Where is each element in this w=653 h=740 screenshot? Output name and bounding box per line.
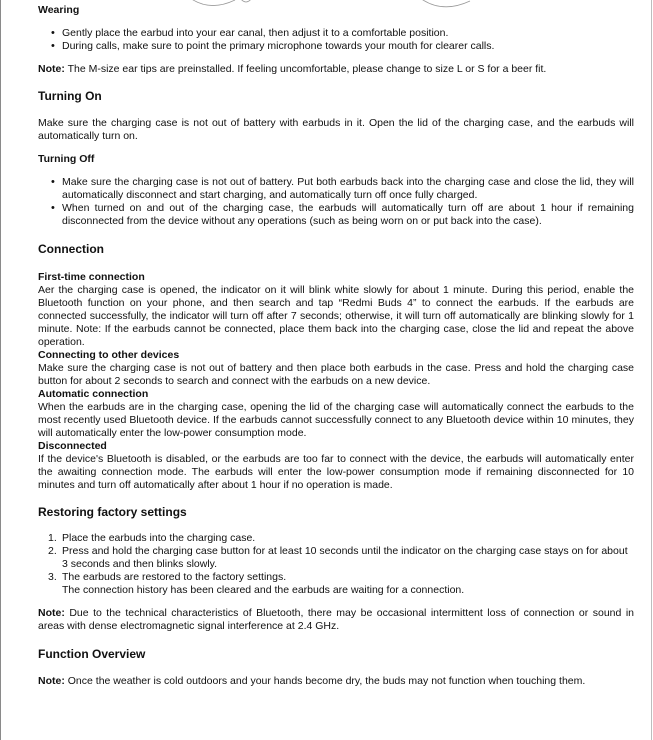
page-left-edge — [0, 0, 1, 740]
function-overview-note: Note: Once the weather is cold outdoors and your hands become dry, the buds may not function when touching them. — [38, 675, 586, 687]
restoring-heading: Restoring factory settings — [38, 505, 187, 519]
first-time-connection-text: Aer the charging case is opened, the indicator on it will blink white slowly for about 1 minute. During this period, enable the Bluetooth function on your phone, and then search and tap “Redmi Buds 4” to connect the earbuds. If the earbuds are connected successfully, the indicator will turn off after 7 seconds; otherwise, it will turn off automatically are blinking slowly for 1 minute. Note: If the earbuds cannot be connected, place them back into the charging case, close the lid and repeat the above operation. — [38, 284, 634, 348]
first-time-connection-heading: First-time connection — [38, 271, 145, 283]
list-item: • During calls, make sure to point the primary microphone towards your mouth for clearer calls. — [51, 40, 495, 52]
disconnected-text: If the device's Bluetooth is disabled, or the earbuds are too far to connect with the device, the earbuds will automatically enter the awaiting connection mode. The earbuds will enter the low-power consumption mode if remaining disconnected for 10 minutes and turn off automatically after about 1 hour if no operation is made. — [38, 453, 634, 491]
list-item: 3. The earbuds are restored to the factory settings. The connection history has been cleared and the earbuds are waiting for a connection. — [48, 571, 465, 596]
turning-on-text: Make sure the charging case is not out of battery with earbuds in it. Open the lid of the charging case, and the earbuds will automatically turn on. — [38, 117, 634, 142]
automatic-connection-heading: Automatic connection — [38, 388, 149, 400]
restoring-note: Note: Due to the technical characteristics of Bluetooth, there may be occasional intermittent loss of connection or sound in areas with dense electromagnetic signal interference at 2.4 GHz. — [38, 607, 634, 632]
restoring-steps — [38, 532, 634, 597]
turning-off-heading: Turning Off — [38, 153, 95, 165]
bullet-icon: • — [51, 202, 55, 214]
connection-heading: Connection — [38, 242, 104, 256]
automatic-connection-text: When the earbuds are in the charging case, opening the lid of the charging case will automatically connect the earbuds to the most recently used Bluetooth device. If the earbuds cannot successfully connect to any Bluetooth device within 10 minutes, they will automatically enter the low-power consumption mode. — [38, 401, 634, 439]
manual-page — [38, 4, 634, 688]
list-item: • When turned on and out of the charging case, the earbuds will automatically turn off are about 1 hour if remaining disconnected from the device without any operations (such as being worn on or put back into the case). — [51, 202, 634, 227]
wearing-note: Note: The M-size ear tips are preinstalled. If feeling uncomfortable, please change to size L or S for a beer fit. — [38, 63, 547, 75]
list-item: 1. Place the earbuds into the charging case. — [48, 532, 256, 544]
function-overview-heading: Function Overview — [38, 647, 146, 661]
bullet-icon: • — [51, 27, 55, 39]
list-item: • Make sure the charging case is not out of battery. Put both earbuds back into the charging case and close the lid, they will automatically disconnect and start charging, and automatically turn off once fully charged. — [51, 176, 634, 201]
turning-on-heading: Turning On — [38, 89, 102, 103]
connecting-other-devices-heading: Connecting to other devices — [38, 349, 180, 361]
page-right-edge — [651, 0, 652, 740]
list-item: • Gently place the earbud into your ear canal, then adjust it to a comfortable position. — [51, 27, 449, 39]
list-item: 2. Press and hold the charging case button for at least 10 seconds until the indicator on the charging case stays on for about 3 seconds and then blinks slowly. — [48, 545, 628, 570]
wearing-list — [38, 27, 634, 53]
turning-off-list — [38, 176, 634, 228]
bullet-icon: • — [51, 176, 55, 188]
bullet-icon: • — [51, 40, 55, 52]
wearing-heading: Wearing — [38, 4, 80, 16]
disconnected-heading: Disconnected — [38, 440, 107, 452]
connecting-other-devices-text: Make sure the charging case is not out of battery and then place both earbuds in the case. Press and hold the charging case button for about 2 seconds to search and connect with the earbuds on a new device. — [38, 362, 634, 387]
